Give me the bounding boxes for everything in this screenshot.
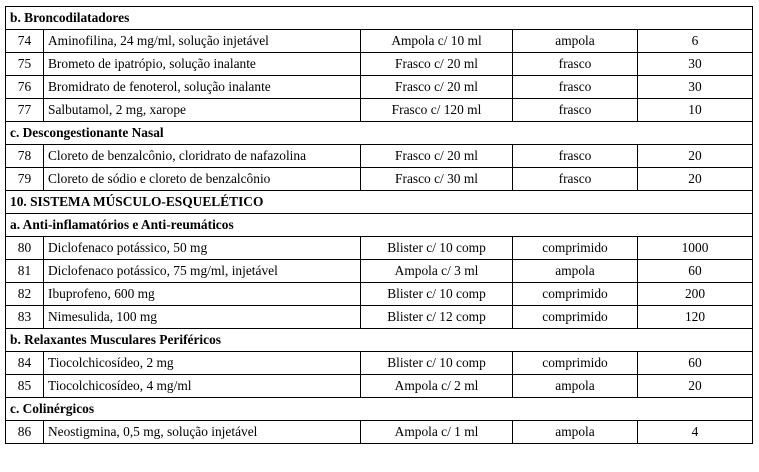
item-unit: comprimido <box>513 283 638 306</box>
item-number: 80 <box>6 237 44 260</box>
item-unit: ampola <box>513 260 638 283</box>
item-number: 82 <box>6 283 44 306</box>
section-header-row <box>6 214 753 237</box>
item-unit: ampola <box>513 375 638 398</box>
section-title: c. Descongestionante Nasal <box>6 122 753 145</box>
section-title: b. Relaxantes Musculares Periféricos <box>6 329 753 352</box>
item-quantity: 20 <box>638 168 753 191</box>
item-quantity: 20 <box>638 145 753 168</box>
medication-row <box>6 53 753 76</box>
item-description: Aminofilina, 24 mg/ml, solução injetável <box>44 30 361 53</box>
item-presentation: Ampola c/ 1 ml <box>361 421 513 444</box>
item-quantity: 30 <box>638 53 753 76</box>
item-description: Diclofenaco potássico, 50 mg <box>44 237 361 260</box>
section-header-row <box>6 7 753 30</box>
item-presentation: Frasco c/ 20 ml <box>361 76 513 99</box>
item-presentation: Frasco c/ 30 ml <box>361 168 513 191</box>
medication-row <box>6 76 753 99</box>
item-presentation: Frasco c/ 20 ml <box>361 145 513 168</box>
item-presentation: Blister c/ 10 comp <box>361 283 513 306</box>
item-number: 83 <box>6 306 44 329</box>
item-number: 81 <box>6 260 44 283</box>
item-quantity: 60 <box>638 352 753 375</box>
item-unit: ampola <box>513 421 638 444</box>
section-title: 10. SISTEMA MÚSCULO-ESQUELÉTICO <box>6 191 753 214</box>
item-quantity: 60 <box>638 260 753 283</box>
item-unit: frasco <box>513 76 638 99</box>
item-presentation: Blister c/ 12 comp <box>361 306 513 329</box>
item-description: Diclofenaco potássico, 75 mg/ml, injetável <box>44 260 361 283</box>
item-presentation: Ampola c/ 3 ml <box>361 260 513 283</box>
section-title: b. Broncodilatadores <box>6 7 753 30</box>
item-description: Nimesulida, 100 mg <box>44 306 361 329</box>
medication-row <box>6 421 753 444</box>
item-number: 86 <box>6 421 44 444</box>
item-description: Brometo de ipatrópio, solução inalante <box>44 53 361 76</box>
medication-row <box>6 352 753 375</box>
item-number: 79 <box>6 168 44 191</box>
item-description: Tiocolchicosídeo, 2 mg <box>44 352 361 375</box>
medication-row <box>6 306 753 329</box>
item-description: Cloreto de benzalcônio, cloridrato de nafazolina <box>44 145 361 168</box>
item-quantity: 20 <box>638 375 753 398</box>
item-presentation: Ampola c/ 2 ml <box>361 375 513 398</box>
section-header-row <box>6 398 753 421</box>
item-quantity: 200 <box>638 283 753 306</box>
item-number: 76 <box>6 76 44 99</box>
item-number: 78 <box>6 145 44 168</box>
item-presentation: Blister c/ 10 comp <box>361 237 513 260</box>
medication-row <box>6 260 753 283</box>
medication-list-document <box>5 6 752 444</box>
item-number: 77 <box>6 99 44 122</box>
item-description: Salbutamol, 2 mg, xarope <box>44 99 361 122</box>
item-unit: comprimido <box>513 237 638 260</box>
medication-row <box>6 99 753 122</box>
item-description: Neostigmina, 0,5 mg, solução injetável <box>44 421 361 444</box>
item-unit: ampola <box>513 30 638 53</box>
section-header-row <box>6 329 753 352</box>
item-number: 75 <box>6 53 44 76</box>
item-presentation: Frasco c/ 20 ml <box>361 53 513 76</box>
item-unit: frasco <box>513 145 638 168</box>
item-number: 85 <box>6 375 44 398</box>
item-description: Tiocolchicosídeo, 4 mg/ml <box>44 375 361 398</box>
item-number: 84 <box>6 352 44 375</box>
section-header-row <box>6 122 753 145</box>
medication-row <box>6 375 753 398</box>
item-presentation: Ampola c/ 10 ml <box>361 30 513 53</box>
medication-table-body <box>6 7 753 444</box>
item-unit: comprimido <box>513 306 638 329</box>
medication-row <box>6 168 753 191</box>
item-unit: frasco <box>513 99 638 122</box>
item-unit: frasco <box>513 53 638 76</box>
section-title: a. Anti-inflamatórios e Anti-reumáticos <box>6 214 753 237</box>
item-quantity: 4 <box>638 421 753 444</box>
medication-row <box>6 283 753 306</box>
section-title: c. Colinérgicos <box>6 398 753 421</box>
item-quantity: 30 <box>638 76 753 99</box>
item-quantity: 6 <box>638 30 753 53</box>
item-quantity: 1000 <box>638 237 753 260</box>
medication-row <box>6 237 753 260</box>
item-description: Cloreto de sódio e cloreto de benzalcônio <box>44 168 361 191</box>
item-description: Bromidrato de fenoterol, solução inalante <box>44 76 361 99</box>
item-number: 74 <box>6 30 44 53</box>
item-quantity: 120 <box>638 306 753 329</box>
item-quantity: 10 <box>638 99 753 122</box>
item-presentation: Frasco c/ 120 ml <box>361 99 513 122</box>
item-description: Ibuprofeno, 600 mg <box>44 283 361 306</box>
medication-row <box>6 145 753 168</box>
medication-row <box>6 30 753 53</box>
item-unit: frasco <box>513 168 638 191</box>
item-presentation: Blister c/ 10 comp <box>361 352 513 375</box>
medication-table <box>5 6 753 444</box>
section-header-row <box>6 191 753 214</box>
item-unit: comprimido <box>513 352 638 375</box>
